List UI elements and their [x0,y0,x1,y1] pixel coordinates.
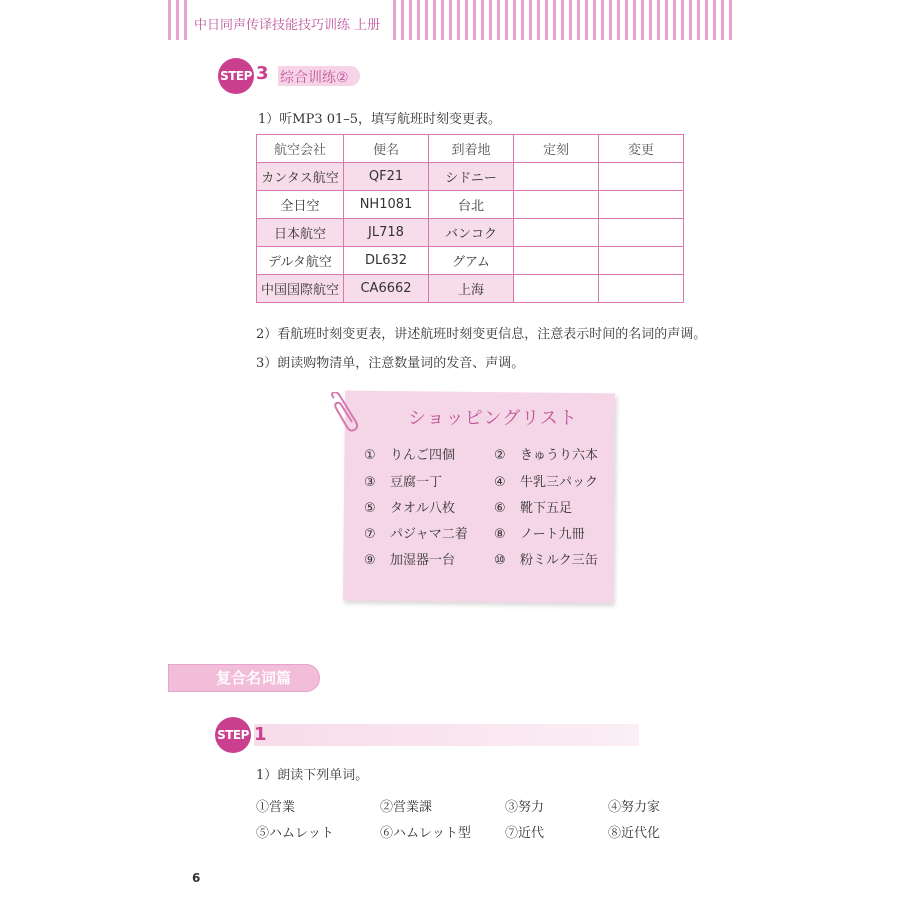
change-cell[interactable] [599,247,684,275]
step1-number: 1 [254,724,267,745]
table-row [257,191,684,219]
step1-badge: STEP [215,717,251,753]
step1-instruction: 1）朗读下列单词。 [256,768,369,783]
destination-cell: グアム [429,247,514,275]
shopping-item: ④ 牛乳三パック [494,475,599,490]
flight-cell: JL718 [344,219,429,247]
shopping-list-title: ショッピングリスト [408,408,578,429]
table-row [257,247,684,275]
shopping-item: ③ 豆腐一丁 [364,475,443,490]
destination-cell: 台北 [429,191,514,219]
scheduled-cell[interactable] [514,275,599,303]
vocab-word: ⑧近代化 [608,826,661,841]
vocab-word: ⑤ハムレット [256,826,334,841]
scheduled-cell[interactable] [514,247,599,275]
change-cell[interactable] [599,275,684,303]
scheduled-cell[interactable] [514,163,599,191]
shopping-item: ⑥ 靴下五足 [494,501,573,516]
flight-cell: QF21 [344,163,429,191]
flight-cell: DL632 [344,247,429,275]
shopping-item: ⑦ パジャマ二着 [364,527,468,542]
vocab-word: ④努力家 [608,800,661,815]
destination-cell: シドニー [429,163,514,191]
vocab-word: ⑥ハムレット型 [380,826,471,841]
header-cell: 到着地 [429,135,514,163]
shopping-item: ⑨ 加湿器一台 [364,553,456,568]
header-cell: 便名 [344,135,429,163]
airline-cell: 全日空 [257,191,344,219]
shopping-item: ⑩ 粉ミルク三缶 [494,553,598,568]
destination-cell: 上海 [429,275,514,303]
flight-schedule-table [256,134,684,303]
vocab-word: ③努力 [505,800,545,815]
header-stripes-right [393,0,732,40]
shopping-item: ① りんご四個 [364,448,456,463]
header-cell: 変更 [599,135,684,163]
destination-cell: バンコク [429,219,514,247]
section-title: 复合名词篇 [216,669,292,687]
shopping-item: ⑧ ノート九冊 [494,527,585,542]
step1-title-bar [254,724,639,746]
scheduled-cell[interactable] [514,219,599,247]
airline-cell: 中国国際航空 [257,275,344,303]
header-stripes-left [168,0,187,40]
change-cell[interactable] [599,191,684,219]
header-cell: 航空会社 [257,135,344,163]
shopping-item: ⑤ タオル八枚 [364,501,456,516]
table-header-row [257,135,684,163]
table-row [257,275,684,303]
scheduled-cell[interactable] [514,191,599,219]
shopping-item: ② きゅうり六本 [494,448,599,463]
step3-badge: STEP [218,58,254,94]
instruction-2: 2）看航班时刻变更表，讲述航班时刻变更信息，注意表示时间的名词的声调。 [256,327,707,342]
change-cell[interactable] [599,163,684,191]
step3-number: 3 [256,63,269,84]
paperclip-icon [326,392,362,432]
airline-cell: デルタ航空 [257,247,344,275]
instruction-1: 1）听MP3 01–5，填写航班时刻变更表。 [258,112,502,127]
book-title: 中日同声传译技能技巧训练 上册 [192,14,382,33]
flight-cell: CA6662 [344,275,429,303]
vocab-word: ②営業課 [380,800,433,815]
change-cell[interactable] [599,219,684,247]
vocab-word: ①営業 [256,800,296,815]
step3-title: 综合训练② [280,70,349,86]
airline-cell: 日本航空 [257,219,344,247]
table-row [257,219,684,247]
header-bar [168,0,733,40]
page-number: 6 [192,871,201,885]
table-row [257,163,684,191]
instruction-3: 3）朗读购物清单，注意数量词的发音、声调。 [256,356,525,371]
airline-cell: カンタス航空 [257,163,344,191]
flight-cell: NH1081 [344,191,429,219]
vocab-word: ⑦近代 [505,826,545,841]
header-cell: 定刻 [514,135,599,163]
